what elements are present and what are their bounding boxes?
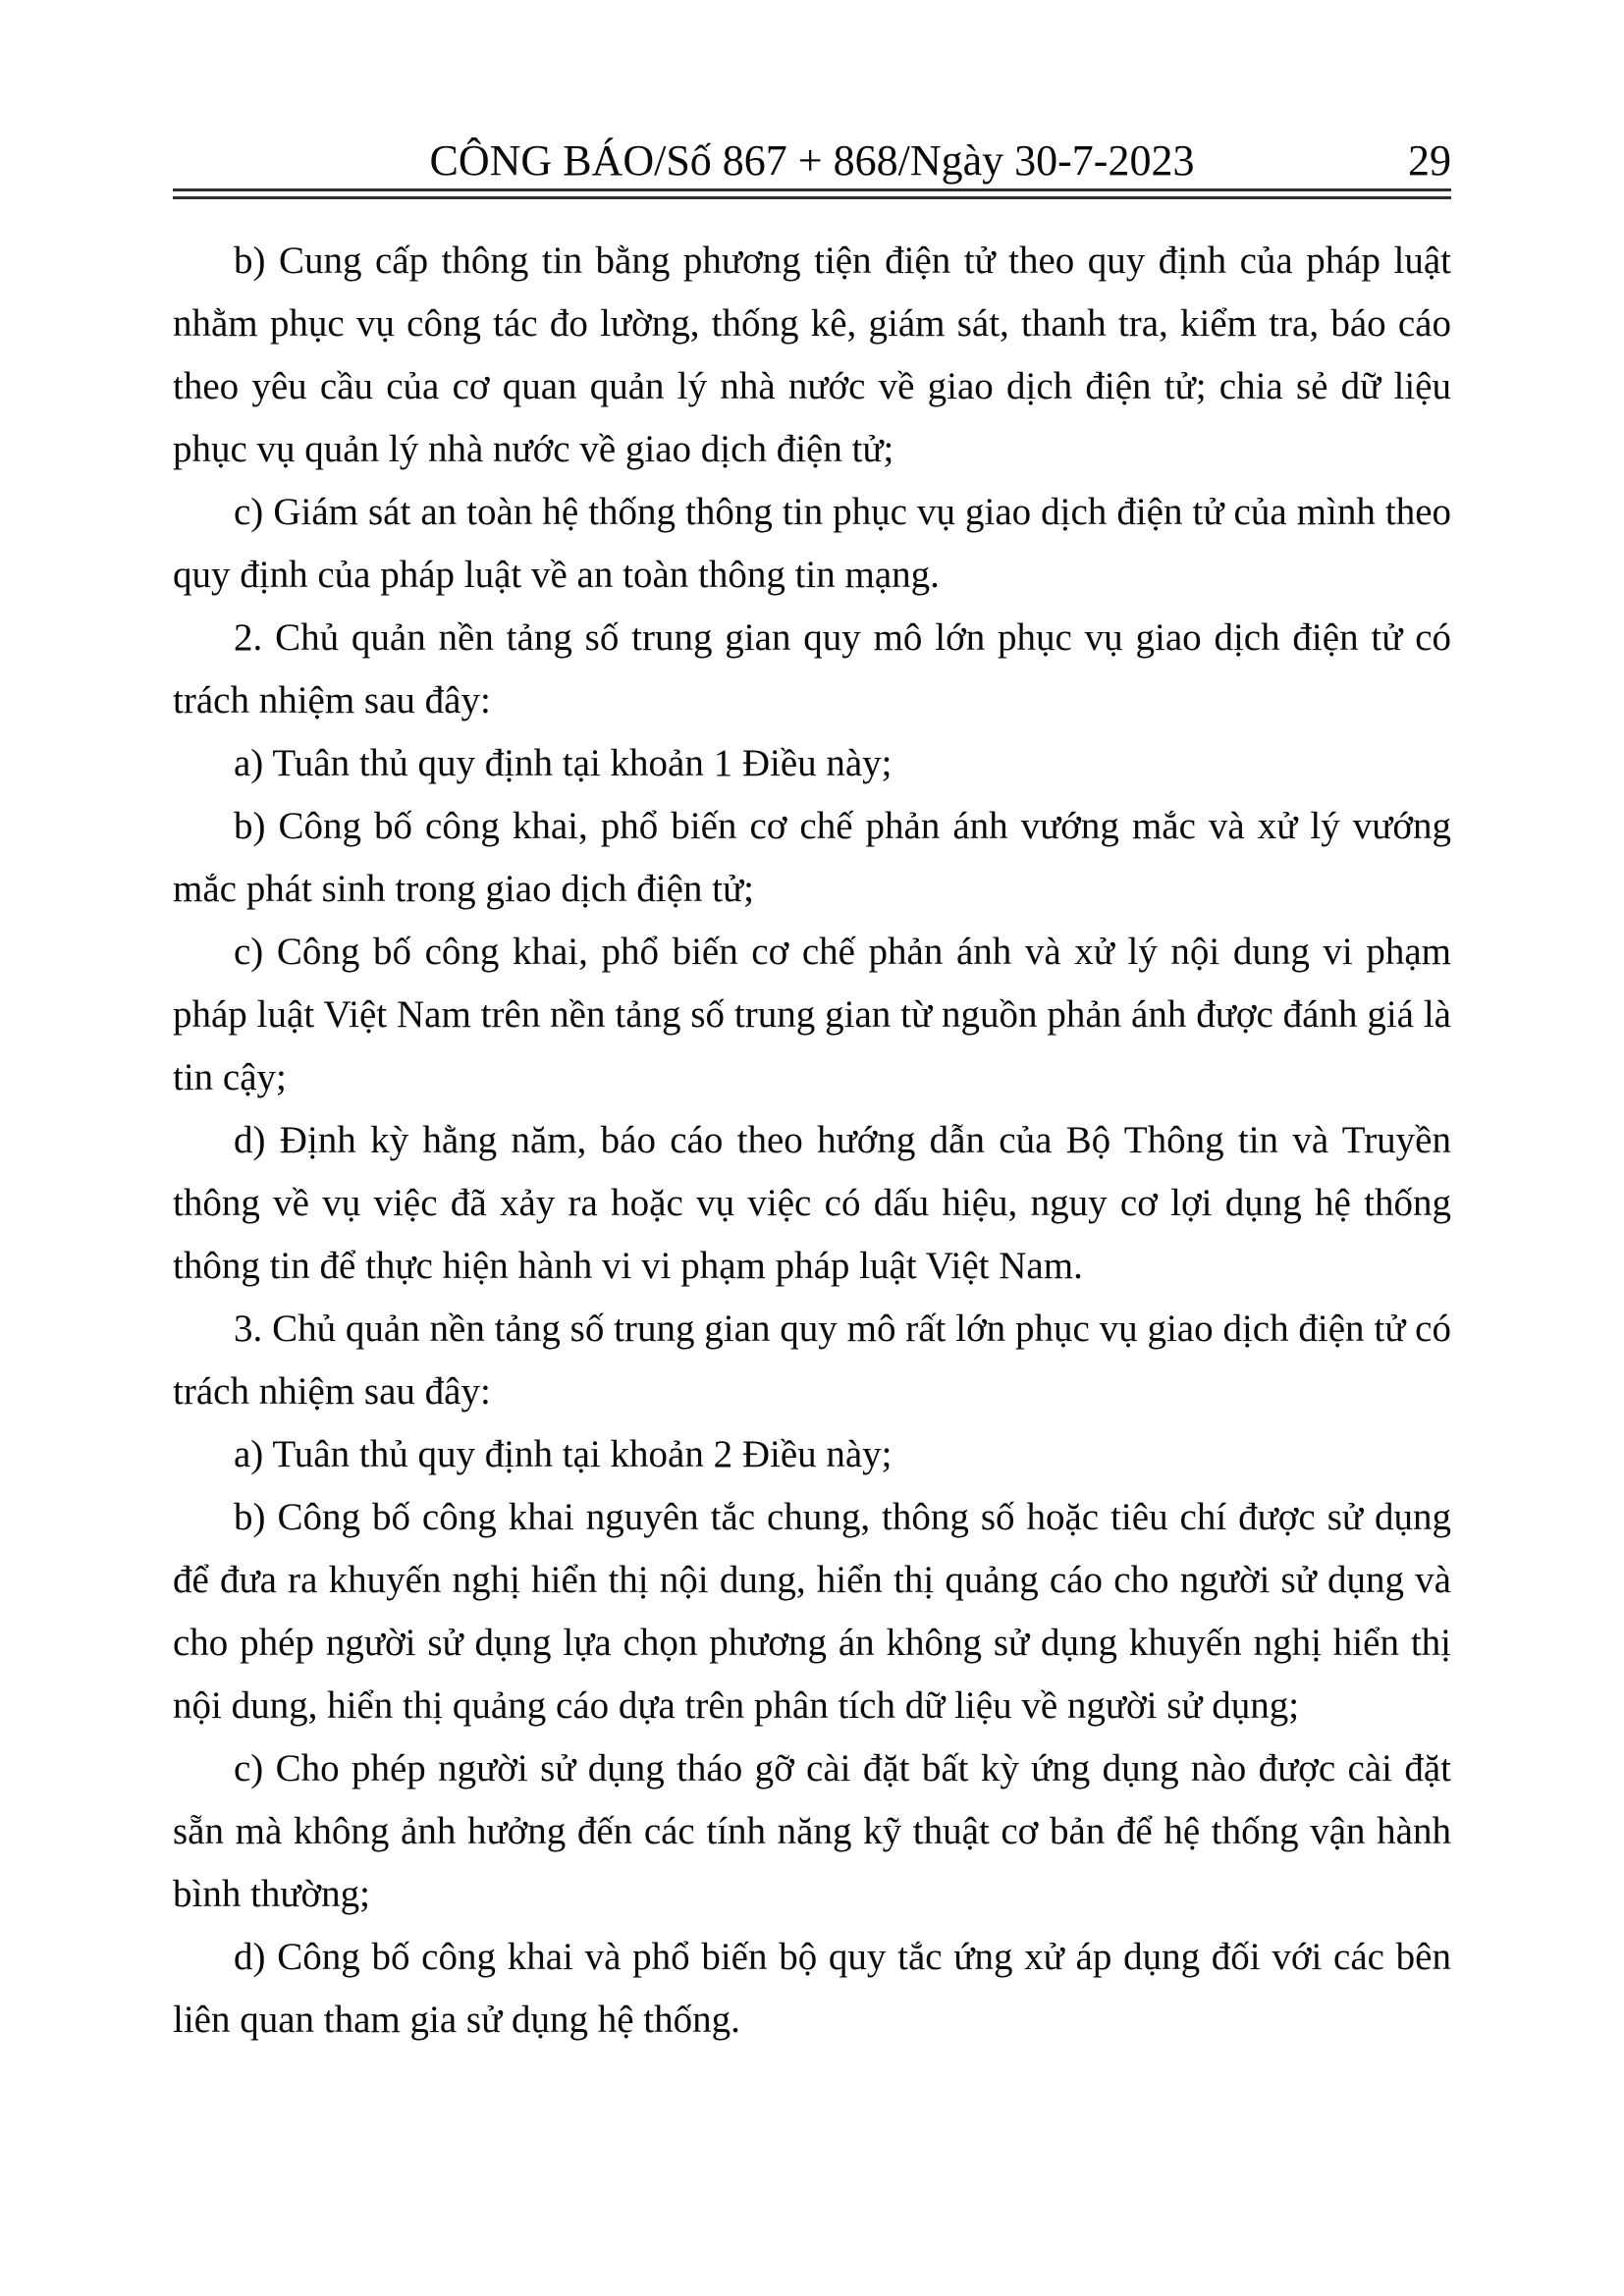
paragraph-clause-3-point-a: a) Tuân thủ quy định tại khoản 2 Điều này; [234, 1433, 893, 1475]
paragraph-clause-2-point-a: a) Tuân thủ quy định tại khoản 1 Điều này; [234, 742, 893, 784]
paragraph-clause-2-point-b: b) Công bố công khai, phổ biến cơ chế phản ánh vướng mắc và xử lý vướng mắc phát sinh trong giao dịch điện tử; [173, 805, 1451, 910]
paragraph-clause-2-point-d: d) Định kỳ hằng năm, báo cáo theo hướng dẫn của Bộ Thông tin và Truyền thông về vụ việc đã xảy ra hoặc vụ việc có dấu hiệu, nguy cơ lợi dụng hệ thống thông tin để thực hiện hành vi vi phạm pháp luật Việt Nam. [173, 1119, 1451, 1287]
paragraph-point-b: b) Cung cấp thông tin bằng phương tiện điện tử theo quy định của pháp luật nhằm phục vụ công tác đo lường, thống kê, giám sát, thanh tra, kiểm tra, báo cáo theo yêu cầu của cơ quan quản lý nhà nước về giao dịch điện tử; chia sẻ dữ liệu phục vụ quản lý nhà nước về giao dịch điện tử; [173, 240, 1451, 470]
paragraph-clause-3-point-b: b) Công bố công khai nguyên tắc chung, thông số hoặc tiêu chí được sử dụng để đưa ra khuyến nghị hiển thị nội dung, hiển thị quảng cáo cho người sử dụng và cho phép người sử dụng lựa chọn phương án không sử dụng khuyến nghị hiển thị nội dung, hiển thị quảng cáo dựa trên phân tích dữ liệu về người sử dụng; [173, 1496, 1451, 1727]
paragraph-clause-3-point-c: c) Cho phép người sử dụng tháo gỡ cài đặt bất kỳ ứng dụng nào được cài đặt sẵn mà không ảnh hưởng đến các tính năng kỹ thuật cơ bản để hệ thống vận hành bình thường; [173, 1747, 1451, 1915]
paragraph-clause-3-point-d: d) Công bố công khai và phổ biến bộ quy tắc ứng xử áp dụng đối với các bên liên quan tham gia sử dụng hệ thống. [173, 1936, 1451, 2041]
paragraph-clause-3: 3. Chủ quản nền tảng số trung gian quy mô rất lớn phục vụ giao dịch điện tử có trách nhiệm sau đây: [173, 1308, 1451, 1413]
paragraph-point-c: c) Giám sát an toàn hệ thống thông tin phục vụ giao dịch điện tử của mình theo quy định của pháp luật về an toàn thông tin mạng. [173, 491, 1451, 596]
header-double-rule [173, 188, 1451, 199]
document-body [173, 230, 1451, 2052]
page-header-title: CÔNG BÁO/Số 867 + 868/Ngày 30-7-2023 [429, 136, 1195, 185]
page-header [173, 135, 1451, 187]
page-number: 29 [1408, 136, 1451, 185]
paragraph-clause-2: 2. Chủ quản nền tảng số trung gian quy mô lớn phục vụ giao dịch điện tử có trách nhiệm sau đây: [173, 616, 1451, 721]
paragraph-clause-2-point-c: c) Công bố công khai, phổ biến cơ chế phản ánh và xử lý nội dung vi phạm pháp luật Việt Nam trên nền tảng số trung gian từ nguồn phản ánh được đánh giá là tin cậy; [173, 931, 1451, 1098]
